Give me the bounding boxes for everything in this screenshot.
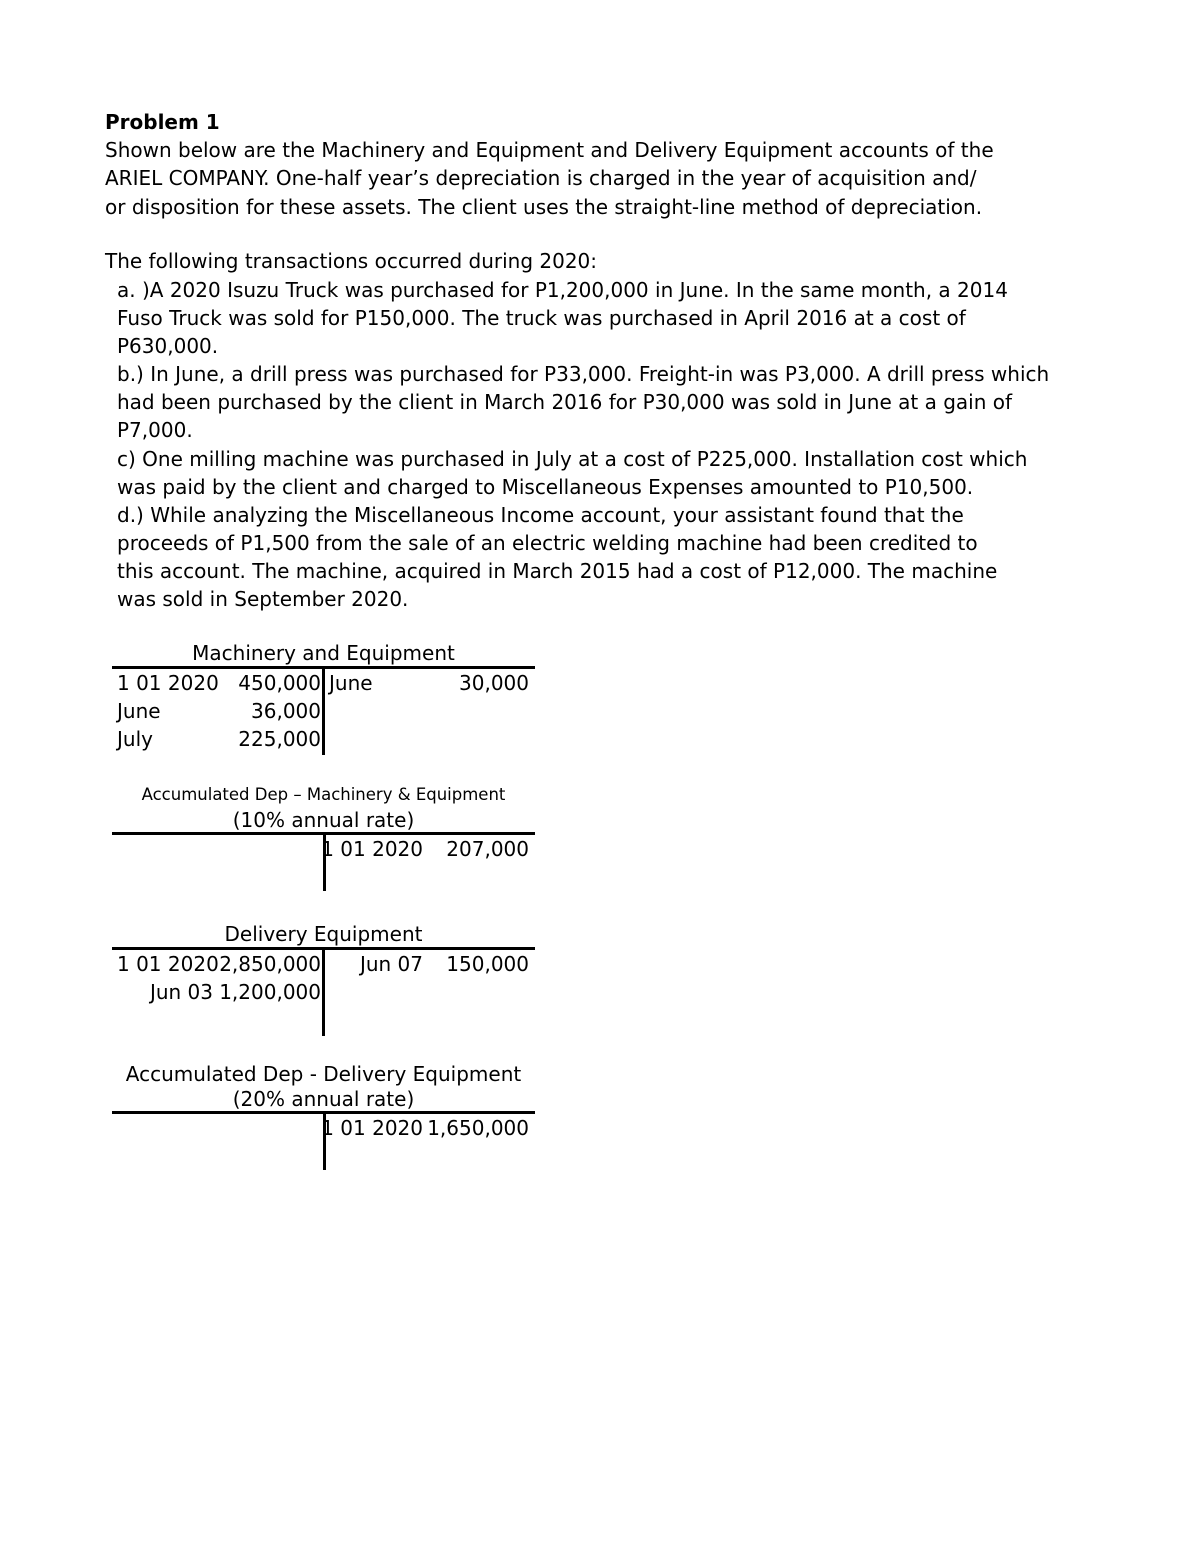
debit-label: June <box>117 699 161 723</box>
ledger-row <box>112 725 535 753</box>
description-line: Shown below are the Machinery and Equipment and Delivery Equipment accounts of the <box>105 138 994 162</box>
ledger-row <box>112 669 535 697</box>
transactions-intro: The following transactions occurred during 2020: <box>105 249 598 273</box>
account-title: Accumulated Dep - Delivery Equipment <box>125 1062 522 1086</box>
transaction-line: was paid by the client and charged to Miscellaneous Expenses amounted to P10,500. <box>117 474 974 499</box>
ledger-row <box>112 835 535 863</box>
account-title: Accumulated Dep – Machinery & Equipment <box>141 785 506 804</box>
debit-amount: 36,000 <box>251 699 321 723</box>
transaction-line: proceeds of P1,500 from the sale of an electric welding machine had been credited to <box>117 530 978 555</box>
account-body <box>112 669 535 753</box>
description-line: ARIEL COMPANY. One-half year’s depreciation is charged in the year of acquisition and/ <box>105 166 977 191</box>
transaction-line: c) One milling machine was purchased in July at a cost of P225,000. Installation cost which <box>117 446 1028 471</box>
problem-title: Problem 1 <box>105 110 220 134</box>
transaction-line: this account. The machine, acquired in March 2015 had a cost of P12,000. The machine <box>117 558 998 583</box>
credit-amount: 207,000 <box>446 837 529 861</box>
credit-amount: 30,000 <box>459 671 529 695</box>
debit-amount: 2,850,000 <box>219 952 321 976</box>
account-body <box>112 1114 535 1142</box>
t-account-delivery-equipment <box>112 921 535 1006</box>
transaction-line: d.) While analyzing the Miscellaneous Income account, your assistant found that the <box>117 502 964 527</box>
credit-label: Jun 07 <box>359 952 423 976</box>
credit-label: 1 01 2020 <box>321 837 423 861</box>
transaction-line: had been purchased by the client in March 2016 for P30,000 was sold in June at a gain of <box>117 390 1013 415</box>
debit-amount: 1,200,000 <box>219 980 321 1004</box>
transaction-line: a. )A 2020 Isuzu Truck was purchased for P1,200,000 in June. In the same month, a 2014 <box>117 278 1008 302</box>
ledger-row <box>112 950 535 978</box>
debit-label: Jun 03 <box>149 980 213 1004</box>
debit-amount: 450,000 <box>238 671 321 695</box>
account-body <box>112 950 535 1006</box>
debit-amount: 225,000 <box>238 727 321 751</box>
ledger-row <box>112 978 535 1006</box>
description-line: or disposition for these assets. The client uses the straight-line method of depreciation. <box>105 194 983 219</box>
transaction-line: b.) In June, a drill press was purchased for P33,000. Freight-in was P3,000. A drill press which <box>117 362 1050 387</box>
credit-amount: 1,650,000 <box>427 1116 529 1140</box>
debit-label: 1 01 2020 <box>117 671 219 695</box>
transaction-line: P7,000. <box>117 418 193 443</box>
account-title: Delivery Equipment <box>224 922 423 946</box>
account-body <box>112 835 535 863</box>
account-title: Machinery and Equipment <box>192 641 455 665</box>
ledger-row <box>112 1114 535 1142</box>
account-subtitle: (10% annual rate) <box>232 808 415 832</box>
transaction-line: was sold in September 2020. <box>117 587 409 612</box>
debit-label: 1 01 2020 <box>117 952 219 976</box>
credit-label: 1 01 2020 <box>321 1116 423 1140</box>
credit-amount: 150,000 <box>446 952 529 976</box>
t-account-accum-dep-machinery <box>112 782 535 863</box>
t-account-accum-dep-delivery <box>112 1061 535 1142</box>
transaction-line: Fuso Truck was sold for P150,000. The truck was purchased in April 2016 at a cost of <box>117 306 966 331</box>
account-subtitle: (20% annual rate) <box>232 1087 415 1111</box>
debit-label: July <box>117 727 153 751</box>
problem-description <box>105 136 1065 221</box>
ledger-row <box>112 697 535 725</box>
credit-label: June <box>329 671 373 695</box>
transactions-list <box>117 276 1067 613</box>
t-account-machinery-equipment <box>112 640 535 753</box>
transaction-line: P630,000. <box>117 334 219 359</box>
